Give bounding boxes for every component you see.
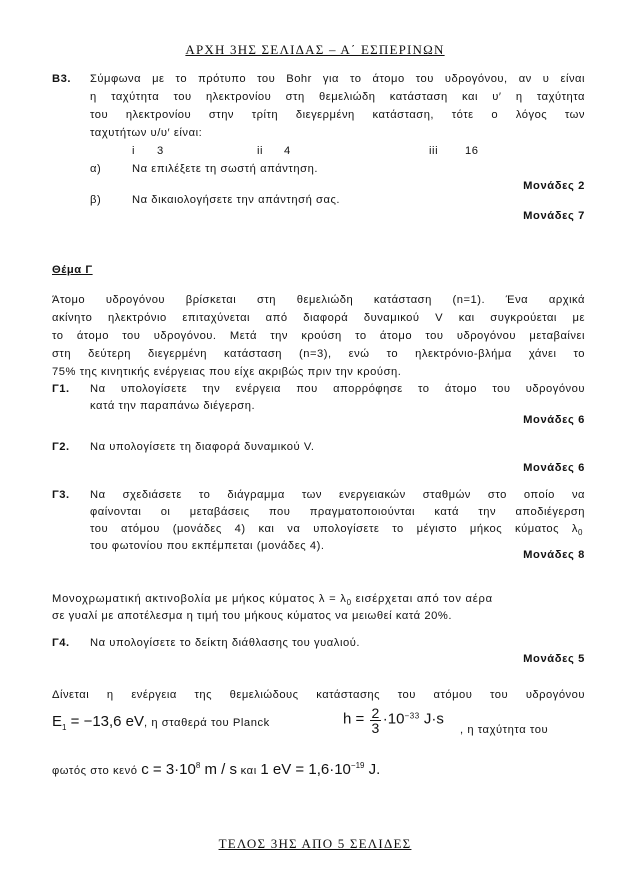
b3-line-2: η ταχύτητα του ηλεκτρονίου στη θεμελιώδη κατάσταση και υ′ η ταχύτητα [90,91,585,103]
ev-conversion-formula: 1 eV = $1,6\cdot 10^{-19}$ J. [260,761,381,778]
option-iii-number: iii [429,145,439,157]
b3-a-text: Να επιλέξετε τη σωστή απάντηση. [132,163,318,175]
option-ii-number: ii [257,145,264,157]
page-header: ΑΡΧΗ 3ΗΣ ΣΕΛΙΔΑΣ – Α΄ ΕΣΠΕΡΙΝΩΝ [185,42,445,57]
intro-line-1: Άτομο υδρογόνου βρίσκεται στη θεμελιώδη κατάσταση (n=1). Ένα αρχικά [52,294,585,306]
page-footer: ΤΕΛΟΣ 3ΗΣ ΑΠΟ 5 ΣΕΛΙΔΕΣ [218,836,412,851]
g4-text: Να υπολογίσετε το δείκτη διάθλασης του γυαλιού. [90,637,361,649]
b3-b-marks: Μονάδες 7 [523,210,585,222]
b3-a-label: α) [90,163,102,175]
option-i-number: i [132,145,136,157]
g2-label: Γ2. [52,441,70,453]
b3-a-marks: Μονάδες 2 [523,180,585,192]
g3-marks: Μονάδες 8 [523,549,585,561]
given-line-2-end: , η ταχύτητα του [460,724,549,736]
g3-label: Γ3. [52,489,70,501]
mono-line-1: Μονοχρωματική ακτινοβολία με μήκος κύματος $\lambda = \lambda_0$ εισέρχεται από τον αέρα [52,593,493,608]
energy-formula: $E_1 = -13,6$ eV [52,713,145,732]
mono-line-2: σε γυαλί με αποτέλεσμα η τιμή του μήκους κύματος να μειωθεί κατά 20%. [52,610,453,622]
b3-line-1: Σύμφωνα με το πρότυπο του Bohr για το άτομο του υδρογόνου, αν υ είναι [90,73,585,85]
intro-line-3: το άτομο του υδρογόνου. Μετά την κρούση το άτομο του υδρογόνου μεταβαίνει [52,330,585,342]
b3-b-label: β) [90,194,102,206]
b3-b-text: Να δικαιολογήσετε την απάντησή σας. [132,194,341,206]
g4-marks: Μονάδες 5 [523,653,585,665]
fraction-2-3: $\frac{2}{3}$ [371,705,380,736]
option-ii-value: 4 [284,145,291,157]
g3-line-3: του ατόμου (μονάδες 4) και να υπολογίσετε το μέγιστο μήκος κύματος λ [90,523,578,535]
given-line-2: $E_1 = -13,6$ eV, η σταθερά του Planck [52,713,270,732]
g2-text: Να υπολογίσετε τη διαφορά δυναμικού V. [90,441,315,453]
g1-line-2: κατά την παραπάνω διέγερση. [90,400,256,412]
intro-line-5: 75% της κινητικής ενέργειας που είχε ακριβώς πριν την κρούση. [52,366,402,378]
intro-line-4: στη δεύτερη διεγερμένη κατάσταση (n=3), ενώ το ηλεκτρόνιο-βλήμα χάνει το [52,348,585,360]
g3-lambda-subscript: 0 [578,528,583,537]
g3-line-1: Να σχεδιάσετε το διάγραμμα των ενεργειακών σταθμών στο οποίο να [90,489,585,501]
intro-line-2: ακίνητο ηλεκτρόνιο επιταχύνεται από διαφορά δυναμικού V και συγκρούεται με [52,312,585,324]
given-line-1: Δίνεται η ενέργεια της θεμελιώδους κατάστασης του ατόμου του υδρογόνου [52,689,585,701]
g4-label: Γ4. [52,637,70,649]
b3-line-3: του ηλεκτρονίου στην τρίτη διεγερμένη κατάσταση, τότε ο λόγος των [90,109,585,121]
planck-formula: h = $\frac{2}{3}$ $\cdot 10^{-33}$ J·s [343,705,444,736]
g3-line-2: φαίνονται οι μεταβάσεις που πραγματοποιούνται κατά την αποδιέγερση [90,506,585,518]
g3-line-4: του φωτονίου που εκπέμπεται (μονάδες 4). [90,540,325,552]
given-line-3: φωτός στο κενό $c = 3\cdot 10^8$ m / s και 1 eV = $1,6\cdot 10^{-19}$ J. [52,761,381,778]
option-iii-value: 16 [465,145,479,157]
g1-marks: Μονάδες 6 [523,414,585,426]
g1-line-1: Να υπολογίσετε την ενέργεια που απορρόφησε το άτομο του υδρογόνου [90,383,585,395]
option-i-value: 3 [157,145,164,157]
speed-of-light-formula: $c = 3\cdot 10^8$ m / s [141,761,237,778]
b3-label: Β3. [52,73,72,85]
g1-label: Γ1. [52,383,70,395]
b3-line-4: ταχυτήτων υ/υ′ είναι: [90,127,203,139]
g2-marks: Μονάδες 6 [523,462,585,474]
theme-title: Θέμα Γ [52,264,93,276]
